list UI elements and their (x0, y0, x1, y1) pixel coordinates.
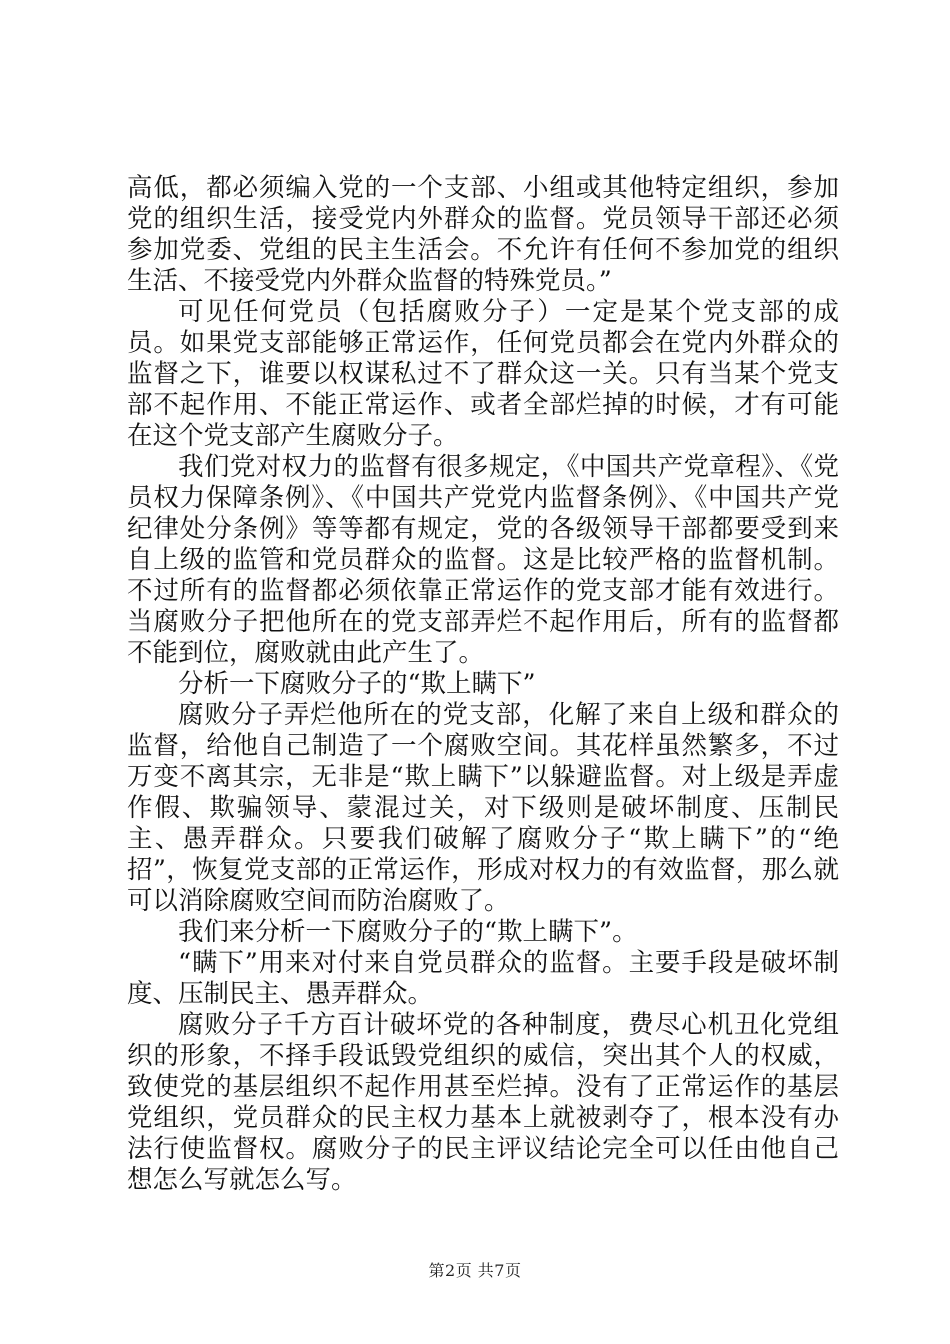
paragraph-continuation: 高低，都必须编入党的一个支部、小组或其他特定组织，参加党的组织生活，接受党内外群众的监督。党员领导干部还必须参加党委、党组的民主生活会。不允许有任何不参加党的组织生活、不接受党内外群众监督的特殊党员。” (127, 173, 839, 296)
paragraph: 我们来分析一下腐败分子的“欺上瞒下”。 (178, 917, 638, 947)
paragraph: 可见任何党员（包括腐败分子）一定是某个党支部的成员。如果党支部能够正常运作，任何党员都会在党内外群众的监督之下，谁要以权谋私过不了群众这一关。只有当某个党支部不起作用、不能正常运作、或者全部烂掉的时候，才有可能在这个党支部产生腐败分子。 (127, 297, 839, 451)
paragraph: 腐败分子千方百计破坏党的各种制度，费尽心机丑化党组织的形象，不择手段诋毁党组织的威信，突出其个人的权威，致使党的基层组织不起作用甚至烂掉。没有了正常运作的基层党组织，党员群众的民主权力基本上就被剥夺了，根本没有办法行使监督权。腐败分子的民主评议结论完全可以任由他自己想怎么写就怎么写。 (127, 1010, 839, 1195)
page-number-footer: 第2页 共7页 (428, 1261, 522, 1280)
paragraph: 我们党对权力的监督有很多规定，《中国共产党章程》、《党员权力保障条例》、《中国共产党党内监督条例》、《中国共产党纪律处分条例》等等都有规定，党的各级领导干部都要受到来自上级的监管和党员群众的监督。这是比较严格的监督机制。不过所有的监督都必须依靠正常运作的党支部才能有效进行。当腐败分子把他所在的党支部弄烂不起作用后，所有的监督都不能到位，腐败就由此产生了。 (127, 452, 839, 668)
paragraph: “瞒下”用来对付来自党员群众的监督。主要手段是破坏制度、压制民主、愚弄群众。 (127, 948, 839, 1009)
document-body (127, 173, 839, 1196)
paragraph: 腐败分子弄烂他所在的党支部，化解了来自上级和群众的监督，给他自己制造了一个腐败空间。其花样虽然繁多，不过万变不离其宗，无非是“欺上瞒下”以躲避监督。对上级是弄虚作假、欺骗领导、蒙混过关，对下级则是破坏制度、压制民主、愚弄群众。只要我们破解了腐败分子“欺上瞒下”的“绝招”，恢复党支部的正常运作，形成对权力的有效监督，那么就可以消除腐败空间而防治腐败了。 (127, 700, 839, 916)
section-heading: 分析一下腐败分子的“欺上瞒下” (178, 669, 536, 699)
